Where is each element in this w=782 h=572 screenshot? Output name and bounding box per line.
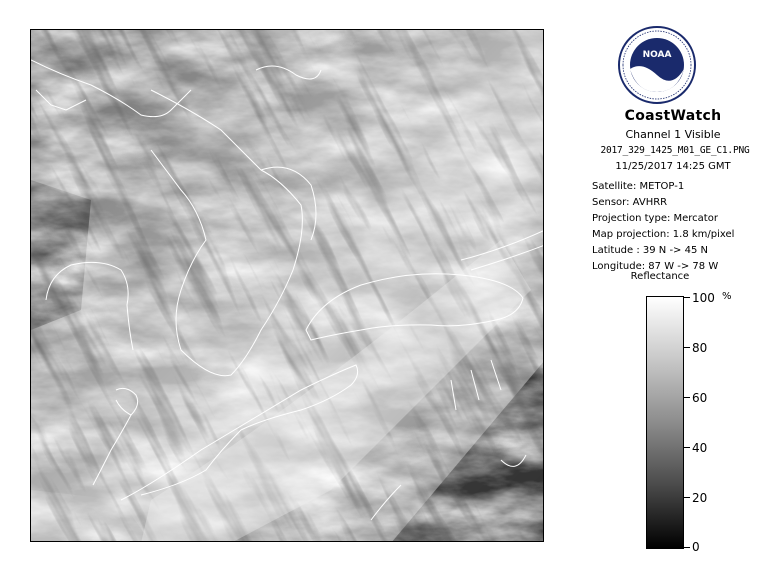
colorbar-tick-label: 20 [692, 491, 708, 505]
colorbar-tick [684, 397, 690, 398]
sensor-info: Sensor: AVHRR [592, 197, 668, 208]
colorbar-tick-label: 0 [692, 540, 700, 554]
colorbar-tick-label: 40 [692, 441, 708, 455]
colorbar-tick [684, 447, 690, 448]
colorbar-tick [684, 497, 690, 498]
longitude-range: Longitude: 87 W -> 78 W [592, 261, 719, 272]
colorbar-tick [684, 547, 690, 548]
channel-label: Channel 1 Visible [625, 128, 721, 141]
colorbar-title: Reflectance [630, 271, 690, 282]
colorbar-tick-label: 80 [692, 341, 708, 355]
projection-type: Projection type: Mercator [592, 213, 718, 224]
colorbar-tick-label: 100 [692, 291, 715, 305]
latitude-range: Latitude : 39 N -> 45 N [592, 245, 708, 256]
map-projection: Map projection: 1.8 km/pixel [592, 229, 735, 240]
colorbar-tick [684, 297, 690, 298]
noaa-logo [617, 25, 697, 105]
colorbar-tick-label: 60 [692, 391, 708, 405]
satellite-info: Satellite: METOP-1 [592, 181, 685, 192]
image-datetime: 11/25/2017 14:25 GMT [615, 161, 731, 172]
colorbar-unit: % [722, 291, 732, 302]
reflectance-colorbar [646, 296, 684, 549]
image-filename: 2017_329_1425_M01_GE_C1.PNG [600, 145, 750, 156]
satellite-image-panel[interactable] [30, 29, 544, 542]
colorbar-tick [684, 347, 690, 348]
satellite-image [31, 30, 544, 542]
logo-text: NOAA [642, 50, 672, 60]
brand-title: CoastWatch [624, 108, 722, 124]
